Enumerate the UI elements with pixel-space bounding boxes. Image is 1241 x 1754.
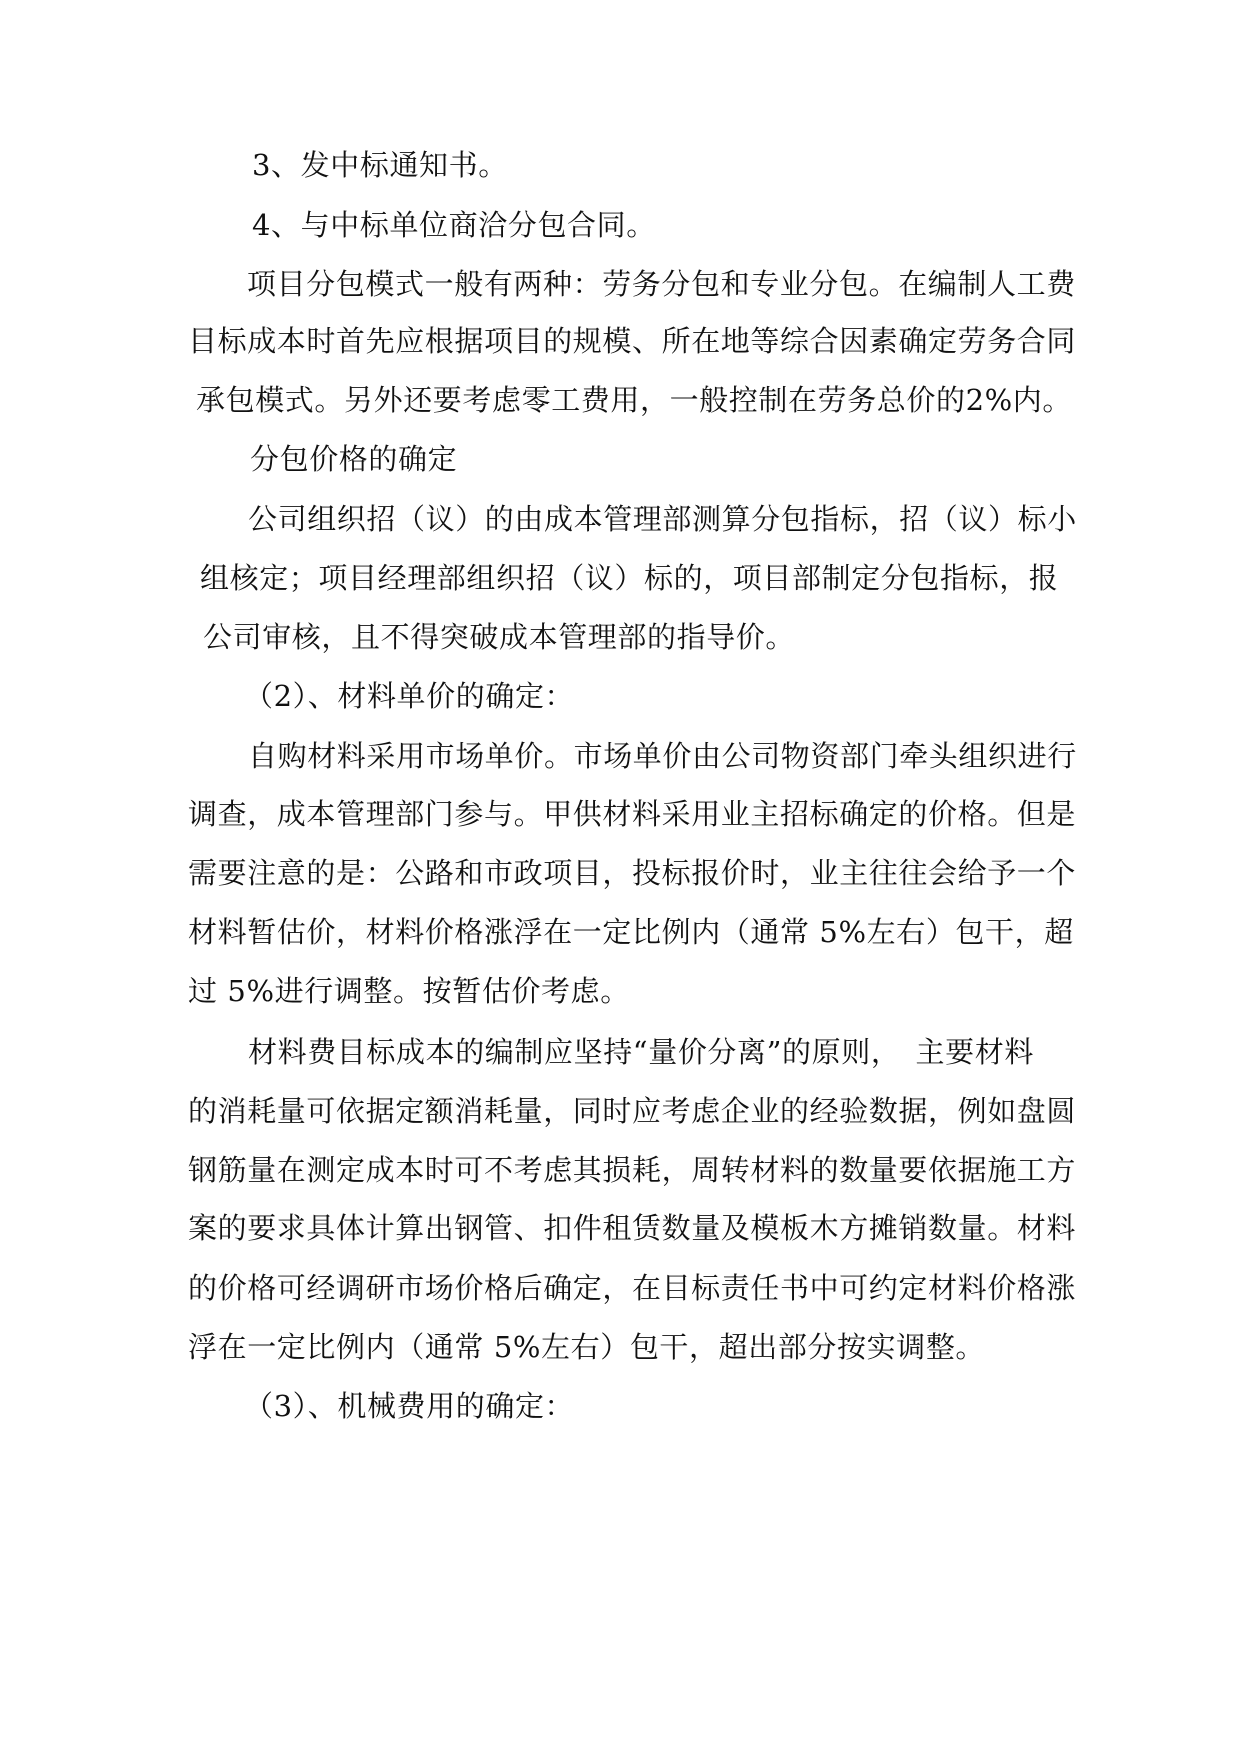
text-line: 承包模式。另外还要考虑零工费用，一般控制在劳务总价的2%内。 — [196, 383, 1073, 417]
text-line: 浮在一定比例内（通常 5%左右）包干，超出部分按实调整。 — [188, 1330, 986, 1364]
text-line: 自购材料采用市场单价。市场单价由公司物资部门牵头组织进行 — [248, 739, 1077, 773]
text-line: 项目分包模式一般有两种：劳务分包和专业分包。在编制人工费 — [247, 267, 1076, 301]
text-line: 材料费目标成本的编制应坚持“量价分离”的原则， 主要材料 — [248, 1035, 1034, 1069]
text-line: （2）、材料单价的确定： — [244, 679, 575, 713]
text-line: 的价格可经调研市场价格后确定，在目标责任书中可约定材料价格涨 — [188, 1271, 1077, 1305]
text-line: 需要注意的是：公路和市政项目，投标报价时，业主往往会给予一个 — [188, 856, 1077, 890]
text-line: 的消耗量可依据定额消耗量，同时应考虑企业的经验数据，例如盘圆 — [188, 1094, 1077, 1128]
text-line: 公司组织招（议）的由成本管理部测算分包指标，招（议）标小 — [248, 502, 1077, 536]
text-line: 案的要求具体计算出钢管、扣件租赁数量及模板木方摊销数量。材料 — [188, 1211, 1077, 1245]
text-line: 分包价格的确定 — [250, 442, 458, 476]
text-line: 4、与中标单位商洽分包合同。 — [252, 208, 656, 242]
text-line: 钢筋量在测定成本时可不考虑其损耗，周转材料的数量要依据施工方 — [188, 1153, 1077, 1187]
text-line: 过 5%进行调整。按暂估价考虑。 — [188, 974, 630, 1008]
text-line: 公司审核，且不得突破成本管理部的指导价。 — [203, 620, 796, 654]
text-line: 调查，成本管理部门参与。甲供材料采用业主招标确定的价格。但是 — [188, 797, 1077, 831]
text-line: 目标成本时首先应根据项目的规模、所在地等综合因素确定劳务合同 — [188, 324, 1077, 358]
text-line: 材料暂估价，材料价格涨浮在一定比例内（通常 5%左右）包干，超 — [188, 915, 1074, 949]
text-line: （3）、机械费用的确定： — [244, 1389, 575, 1423]
text-line: 组核定；项目经理部组织招（议）标的，项目部制定分包指标，报 — [200, 561, 1059, 595]
text-line: 3、发中标通知书。 — [252, 148, 508, 182]
